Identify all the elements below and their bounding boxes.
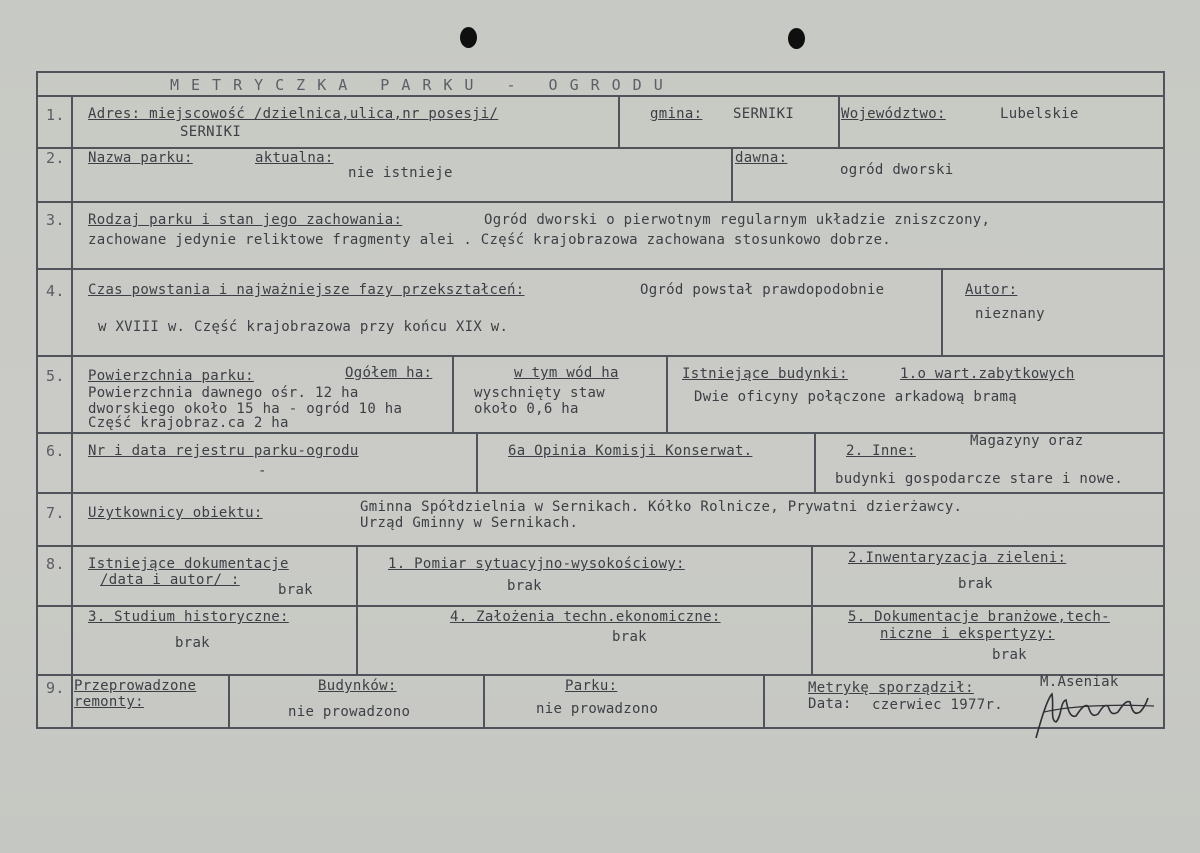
documentation-label-line-1: Istniejące dokumentacje xyxy=(88,556,289,572)
rule-bottom xyxy=(36,727,1165,729)
area-line-3: Część krajobraz.ca 2 ha xyxy=(88,415,289,431)
row-4-number: 4. xyxy=(46,282,65,300)
rule-r5-b xyxy=(666,357,668,432)
other-buildings-line-1: Magazyny oraz xyxy=(970,433,1084,449)
users-line-1: Gminna Spółdzielnia w Sernikach. Kółko Rolnicze, Prywatni dzierżawcy. xyxy=(360,499,963,515)
area-line-1: Powierzchnia dawnego ośr. 12 ha xyxy=(88,385,359,401)
row-5-number: 5. xyxy=(46,367,65,385)
rule-row6 xyxy=(36,492,1165,494)
rule-r9-a xyxy=(228,676,230,727)
rule-left xyxy=(36,71,38,729)
renovations-label-line-2: remonty: xyxy=(74,694,144,710)
conservation-opinion-label: 6a Opinia Komisji Konserwat. xyxy=(508,443,753,459)
users-label: Użytkownicy obiektu: xyxy=(88,505,263,521)
greenery-inventory-label: 2.Inwentaryzacja zieleni: xyxy=(848,550,1067,566)
technical-documentation-label-line-1: 5. Dokumentacje branżowe,tech- xyxy=(848,609,1110,625)
buildings-renovation-label: Budynków: xyxy=(318,678,397,694)
document-title: METRYCZKA PARKU - OGRODU xyxy=(170,76,675,94)
rule-right xyxy=(1163,71,1165,729)
water-label: w tym wód ha xyxy=(514,365,619,381)
date-value: czerwiec 1977r. xyxy=(872,697,1003,713)
other-buildings-label: 2. Inne: xyxy=(846,443,916,459)
history-line-1: Ogród powstał prawdopodobnie xyxy=(640,282,885,298)
rule-row1 xyxy=(36,147,1165,149)
former-name-value: ogród dworski xyxy=(840,162,954,178)
rule-r9-b xyxy=(483,676,485,727)
address-label: Adres: miejscowość /dzielnica,ulica,nr posesji/ xyxy=(88,106,499,122)
greenery-inventory-value: brak xyxy=(958,576,993,592)
buildings-renovation-value: nie prowadzono xyxy=(288,704,411,720)
rule-r6-b xyxy=(814,434,816,492)
author-value: nieznany xyxy=(975,306,1045,322)
park-renovation-label: Parku: xyxy=(565,678,618,694)
rule-row3 xyxy=(36,268,1165,270)
row-9-number: 9. xyxy=(46,679,65,697)
current-name-value: nie istnieje xyxy=(348,165,453,181)
row-1-number: 1. xyxy=(46,106,65,124)
rule-r5-a xyxy=(452,357,454,432)
gmina-label: gmina: xyxy=(650,106,703,122)
survey-value: brak xyxy=(507,578,542,594)
area-total-label: Ogółem ha: xyxy=(345,365,433,381)
history-line-2: w XVIII w. Część krajobrazowa przy końcu XIX w. xyxy=(98,319,509,335)
park-type-line-1: Ogród dworski o pierwotnym regularnym układzie zniszczony, xyxy=(484,212,991,228)
rule-row4 xyxy=(36,355,1165,357)
water-line-2: około 0,6 ha xyxy=(474,401,579,417)
row-8-number: 8. xyxy=(46,555,65,573)
area-line-2: dworskiego około 15 ha - ogród 10 ha xyxy=(88,401,403,417)
area-label: Powierzchnia parku: xyxy=(88,368,254,384)
economic-assumptions-value: brak xyxy=(612,629,647,645)
rule-r6-a xyxy=(476,434,478,492)
rule-number-col xyxy=(71,95,73,729)
other-buildings-line-2: budynki gospodarcze stare i nowe. xyxy=(835,471,1124,487)
users-line-2: Urząd Gminny w Sernikach. xyxy=(360,515,579,531)
prepared-by-label: Metrykę sporządził: xyxy=(808,680,974,696)
renovations-label-line-1: Przeprowadzone xyxy=(74,678,197,694)
voivodeship-label: Województwo: xyxy=(841,106,946,122)
buildings-label: Istniejące budynki: xyxy=(682,366,848,382)
rule-r8-b xyxy=(811,547,813,674)
park-renovation-value: nie prowadzono xyxy=(536,701,659,717)
row-3-number: 3. xyxy=(46,211,65,229)
punch-hole-left xyxy=(460,27,477,48)
historical-study-label: 3. Studium historyczne: xyxy=(88,609,289,625)
row-6-number: 6. xyxy=(46,442,65,460)
technical-documentation-value: brak xyxy=(992,647,1027,663)
rule-r4-a xyxy=(941,270,943,355)
rule-row7 xyxy=(36,545,1165,547)
punch-hole-right xyxy=(788,28,805,49)
rule-title xyxy=(38,95,1165,97)
row-7-number: 7. xyxy=(46,504,65,522)
handwritten-signature xyxy=(1030,676,1160,746)
rule-r9-c xyxy=(763,676,765,727)
gmina-value: SERNIKI xyxy=(733,106,795,122)
rule-top xyxy=(38,71,1163,73)
park-type-label: Rodzaj parku i stan jego zachowania: xyxy=(88,212,403,228)
historical-study-value: brak xyxy=(175,635,210,651)
rule-row8a xyxy=(36,605,1165,607)
buildings-historic-label: 1.o wart.zabytkowych xyxy=(900,366,1075,382)
row-2-number: 2. xyxy=(46,149,65,167)
rule-r2-a xyxy=(731,149,733,201)
water-line-1: wyschnięty staw xyxy=(474,385,605,401)
registry-value: - xyxy=(258,463,267,479)
park-type-line-2: zachowane jedynie reliktowe fragmenty alei . Część krajobrazowa zachowana stosunkowo dobrze. xyxy=(88,232,892,248)
rule-row2 xyxy=(36,201,1165,203)
buildings-value: Dwie oficyny połączone arkadową bramą xyxy=(694,389,1017,405)
author-label: Autor: xyxy=(965,282,1018,298)
rule-r1-a xyxy=(618,97,620,147)
rule-r8-a xyxy=(356,547,358,674)
date-label: Data: xyxy=(808,696,852,712)
technical-documentation-label-line-2: niczne i ekspertyzy: xyxy=(880,626,1055,642)
registry-label: Nr i data rejestru parku-ogrodu xyxy=(88,443,359,459)
rule-row8b xyxy=(36,674,1165,676)
survey-label: 1. Pomiar sytuacyjno-wysokościowy: xyxy=(388,556,685,572)
documentation-value: brak xyxy=(278,582,313,598)
former-name-label: dawna: xyxy=(735,150,788,166)
park-name-label: Nazwa parku: xyxy=(88,150,193,166)
economic-assumptions-label: 4. Założenia techn.ekonomiczne: xyxy=(450,609,721,625)
history-label: Czas powstania i najważniejsze fazy przekształceń: xyxy=(88,282,525,298)
rule-r1-b xyxy=(838,97,840,147)
address-value: SERNIKI xyxy=(180,124,242,140)
current-name-label: aktualna: xyxy=(255,150,334,166)
documentation-label-line-2: /data i autor/ : xyxy=(100,572,240,588)
voivodeship-value: Lubelskie xyxy=(1000,106,1079,122)
prepared-by-name: M.Aseniak xyxy=(1040,674,1119,690)
